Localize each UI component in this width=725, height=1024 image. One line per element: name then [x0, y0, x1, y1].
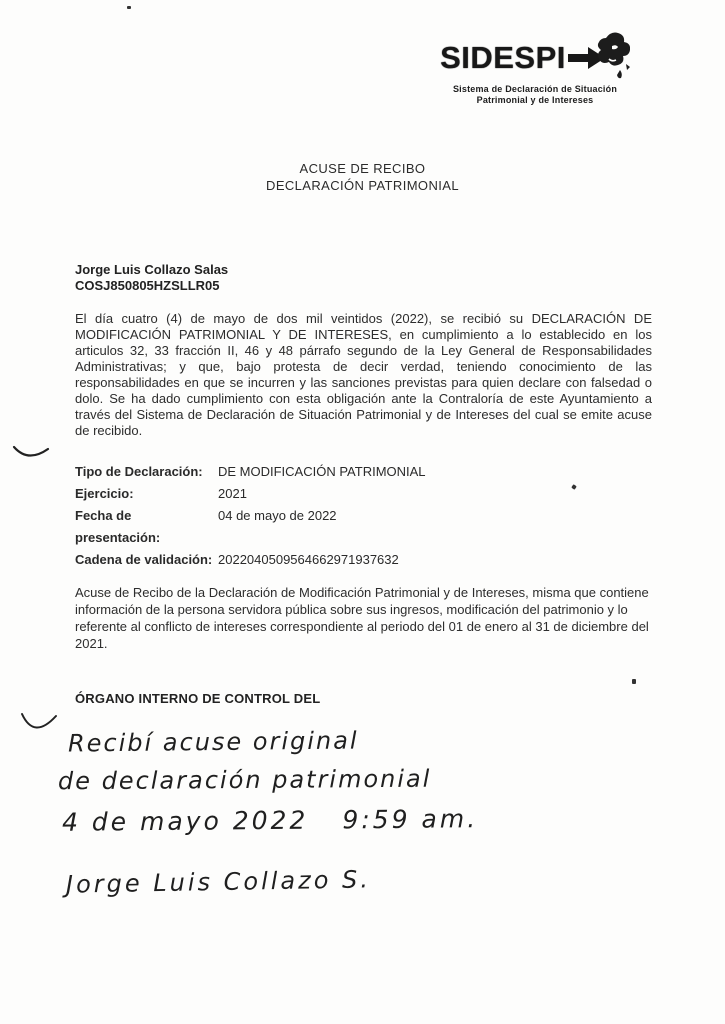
sidespi-logo	[428, 34, 642, 106]
document-title-line1: ACUSE DE RECIBO	[299, 161, 426, 176]
field-row-cadena	[75, 549, 426, 571]
field-value-cadena: 2022040509564662971937632	[218, 552, 399, 567]
field-value-tipo: DE MODIFICACIÓN PATRIMONIAL	[218, 464, 426, 479]
logo-tagline-line2: Patrimonial y de Intereses	[476, 95, 594, 105]
declarant-name: Jorge Luis Collazo Salas	[75, 262, 229, 277]
logo-tagline	[428, 84, 642, 106]
field-row-tipo	[75, 461, 426, 483]
receipt-paragraph: El día cuatro (4) de mayo de dos mil veintidos (2022), se recibió su DECLARACIÓN DE MODIFICACIÓN PATRIMONIAL Y DE INTERESES, en cumplimiento a lo establecido en los articulos 32, 33 fracción II, 46 y 48 párrafo segundo de la Ley General de Responsabilidades Administrativas; y que, bajo protesta de decir verdad, teniendo conocimiento de las responsabilidades en que se incurren y las sanciones previstas para quien declare con falsedad o dolo. Se ha dado cumplimiento con esta obligación ante la Contraloría de este Ayuntamiento a través del Sistema de Declaración de Situación Patrimonial y de Intereses del cual se emite acuse de recibido.	[75, 311, 652, 438]
declaration-fields	[75, 461, 426, 571]
pen-check-mark	[10, 440, 52, 466]
logo-row	[428, 34, 642, 82]
scan-speck	[632, 679, 636, 684]
declarant-block	[75, 262, 228, 294]
document-title-line2: DECLARACIÓN PATRIMONIAL	[266, 178, 459, 193]
arrow-stamp-icon	[568, 28, 630, 82]
field-row-ejercicio	[75, 483, 426, 505]
logo-tagline-line1: Sistema de Declaración de Situación	[452, 84, 618, 94]
scan-speck	[571, 484, 577, 490]
field-label-tipo: Tipo de Declaración:	[75, 464, 203, 479]
organo-interno-heading: ÓRGANO INTERNO DE CONTROL DEL	[75, 691, 321, 706]
declarant-id: COSJ850805HZSLLR05	[75, 278, 220, 293]
summary-paragraph: Acuse de Recibo de la Declaración de Modificación Patrimonial y de Intereses, misma que contiene información de la persona servidora pública sobre sus ingresos, modificación del patrimonio y lo referente al conflicto de intereses correspondiente al periodo del 01 de enero al 31 de diciembre del 2021.	[75, 585, 649, 651]
handwritten-date: 4 de mayo 2022	[61, 805, 309, 837]
field-row-fecha	[75, 505, 426, 549]
logo-wordmark: SIDESPI	[440, 40, 566, 75]
field-value-fecha: 04 de mayo de 2022	[218, 508, 337, 523]
document-title	[0, 160, 725, 194]
handwritten-signature: Jorge Luis Collazo S.	[65, 865, 372, 899]
field-label-cadena: Cadena de validación:	[75, 552, 213, 567]
field-label-fecha: Fecha de presentación:	[75, 508, 161, 545]
handwritten-time: 9:59 am.	[342, 804, 479, 835]
handwritten-line2: de declaración patrimonial	[57, 764, 432, 796]
field-value-ejercicio: 2021	[218, 486, 247, 501]
pen-curve-mark	[16, 700, 62, 744]
handwritten-line3	[62, 804, 478, 837]
handwritten-line1: Recibí acuse original	[67, 726, 359, 758]
scan-speck	[127, 6, 131, 9]
field-label-ejercicio: Ejercicio:	[75, 486, 134, 501]
